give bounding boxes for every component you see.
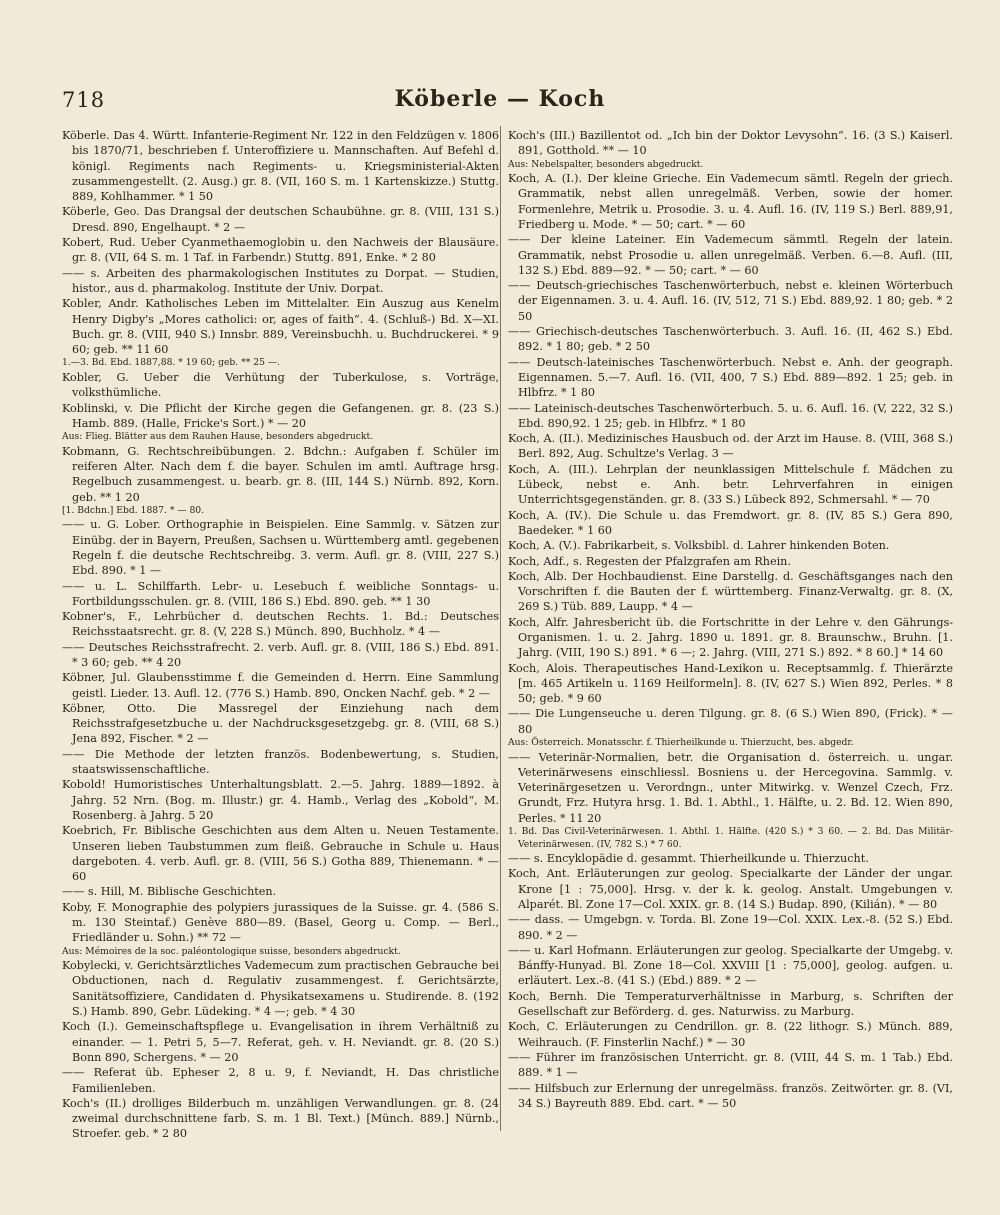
bibliography-entry: Koebrich, Fr. Biblische Geschichten aus dem Alten u. Neuen Testamente. Unseren lieben Taubstummen zum fleiß. Gebrauche in Schule u. Haus dargeboten. 4. verb. Aufl. gr. 8. (VIII, 56 S.) Gotha 889, Thienemann. * — 60	[62, 824, 499, 884]
bibliography-note: [1. Bdchn.] Ebd. 1887. * — 80.	[62, 504, 205, 516]
page-number: 718	[62, 88, 106, 112]
bibliography-entry: —— Referat üb. Epheser 2, 8 u. 9, f. Neviandt, H. Das christliche Familienleben.	[62, 1066, 499, 1095]
bibliography-entry: —— Deutsch-griechisches Taschenwörterbuch, nebst e. kleinen Wörterbuch der Eigennamen. 3. u. 4. Aufl. 16. (IV, 512, 71 S.) Ebd. 889,92. 1 80; geb. * 2 50	[508, 279, 953, 323]
bibliography-entry: —— dass. — Umgebgn. v. Torda. Bl. Zone 19—Col. XXIX. Lex.-8. (52 S.) Ebd. 890. * 2 —	[508, 913, 953, 942]
bibliography-note: Aus: Nebelspalter, besonders abgedruckt.	[508, 158, 704, 170]
bibliography-entry: —— Veterinär-Normalien, betr. die Organisation d. österreich. u. ungar. Veterinärwesens einschliessl. Bosniens u. der Hercegovina. Sammlg. v. Veterinärgesetzen u. Verordngn., unter Mitwirkg. v. Wenzel Czech, Frz. Grundt, Frz. Hutyra hrsg. 1. Bd. 1. Abthl., 1. Hälfte, u. 2. Bd. 12. Wien 890, Perles. * 11 20	[508, 750, 953, 825]
bibliography-entry: Koch, Bernh. Die Temperaturverhältnisse in Marburg, s. Schriften der Gesellschaft zur Beförderg. d. ges. Naturwiss. zu Marburg.	[508, 989, 953, 1019]
bibliography-entry: Koch, C. Erläuterungen zu Cendrillon. gr. 8. (22 lithogr. S.) Münch. 889, Weihrauch. (F. Finsterlin Nachf.) * — 30	[508, 1020, 953, 1049]
right-column	[508, 128, 953, 1111]
bibliography-note: Aus: Mémoires de la soc. paléontologique suisse, besonders abgedruckt.	[62, 945, 401, 957]
bibliography-entry: —— u. L. Schilffarth. Lebr- u. Lesebuch f. weibliche Sonntags- u. Fortbildungsschulen. gr. 8. (VIII, 186 S.) Ebd. 890. geb. ** 1 30	[62, 579, 499, 608]
bibliography-entry: Köbner, Otto. Die Massregel der Einziehung nach dem Reichsstrafgesetzbuche u. der Nachdrucksgesetzgebg. gr. 8. (VIII, 68 S.) Jena 892, Fischer. * 2 —	[62, 701, 499, 746]
bibliography-entry: Koch, A. (IV.). Die Schule u. das Fremdwort. gr. 8. (IV, 85 S.) Gera 890, Baedeker. * 1 60	[508, 508, 953, 537]
bibliography-note: Aus: Flieg. Blätter aus dem Rauhen Hause, besonders abgedruckt.	[62, 431, 374, 443]
bibliography-entry: Köberle, Geo. Das Drangsal der deutschen Schaubühne. gr. 8. (VIII, 131 S.) Dresd. 890, Engelhaupt. * 2 —	[62, 205, 499, 234]
bibliography-entry: —— Der kleine Lateiner. Ein Vademecum sämmtl. Regeln der latein. Grammatik, nebst Prosodie u. allen unregelmäß. Verben. 6.—8. Aufl. (III, 132 S.) Ebd. 889—92. * — 50; cart. * — 60	[508, 233, 953, 277]
running-head: Köberle — Koch	[394, 86, 606, 112]
bibliography-entry: —— Führer im französischen Unterricht. gr. 8. (VIII, 44 S. m. 1 Tab.) Ebd. 889. * 1 —	[508, 1050, 953, 1080]
bibliography-entry: Koch, Ant. Erläuterungen zur geolog. Specialkarte der Länder der ungar. Krone [1 : 75,000]. Hrsg. v. der k. k. geolog. Anstalt. Umgebungen v. Alparét. Bl. Zone 17—Col. XXIX. gr. 8. (14 S.) Budap. 890, (Kilián). * — 80	[508, 867, 953, 911]
bibliography-entry: —— Deutsches Reichsstrafrecht. 2. verb. Aufl. gr. 8. (VIII, 186 S.) Ebd. 891. * 3 60; geb. ** 4 20	[62, 640, 499, 669]
bibliography-note: 1.—3. Bd. Ebd. 1887,88. * 19 60; geb. ** 25 —.	[62, 357, 280, 369]
bibliography-entry: Koch (I.). Gemeinschaftspflege u. Evangelisation in ihrem Verhältniß zu einander. — 1. Petri 5, 5—7. Referat, geh. v. H. Neviandt. gr. 8. (20 S.) Bonn 890, Schergens. * — 20	[62, 1020, 499, 1064]
bibliography-entry: —— Hilfsbuch zur Erlernung der unregelmäss. französ. Zeitwörter. gr. 8. (VI, 34 S.) Bayreuth 889. Ebd. cart. * — 50	[508, 1081, 953, 1110]
bibliography-entry: —— Die Methode der letzten französ. Bodenbewertung, s. Studien, staatswissenschaftliche.	[62, 747, 499, 777]
bibliography-entry: Koch, A. (V.). Fabrikarbeit, s. Volksbibl. d. Lahrer hinkenden Boten.	[508, 539, 890, 553]
bibliography-entry: Koch, Alois. Therapeutisches Hand-Lexikon u. Receptsammlg. f. Thierärzte [m. 465 Artikeln u. 1169 Heilformeln]. 8. (IV, 627 S.) Wien 892, Perles. * 8 50; geb. * 9 60	[508, 661, 953, 706]
bibliography-entry: Kobold! Humoristisches Unterhaltungsblatt. 2.—5. Jahrg. 1889—1892. à Jahrg. 52 Nrn. (Bog. m. Illustr.) gr. 4. Hamb., Verlag des „Kobold“, M. Rosenberg. à Jahrg. 5 20	[62, 778, 499, 822]
bibliography-entry: Köberle. Das 4. Württ. Infanterie-Regiment Nr. 122 in den Feldzügen v. 1806 bis 1870/71, beschrieben f. Unteroffiziere u. Mannschaften. Auf Befehl d. königl. Regiments nach Regiments- u. Kriegsministerial-Akten zusammengestellt. (2. Ausg.) gr. 8. (VII, 160 S. m. 1 Kartenskizze.) Stuttg. 889, Kohlhammer. * 1 50	[62, 129, 499, 204]
bibliography-entry: —— u. G. Lober. Orthographie in Beispielen. Eine Sammlg. v. Sätzen zur Einübg. der in Bayern, Preußen, Sachsen u. Württemberg amtl. gegebenen Regeln f. die deutsche Rechtschreibg. 3. verm. Aufl. gr. 8. (VIII, 227 S.) Ebd. 890. * 1 —	[62, 518, 499, 578]
bibliography-entry: Kobler, Andr. Katholisches Leben im Mittelalter. Ein Auszug aus Kenelm Henry Digby's „Mores catholici: or, ages of faith“. 4. (Schluß-) Bd. X—XI. Buch. gr. 8. (VIII, 940 S.) Innsbr. 889, Vereinsbuchh. u. Buchdruckerei. * 9 60; geb. ** 11 60	[62, 297, 499, 357]
bibliography-entry: —— s. Arbeiten des pharmakologischen Institutes zu Dorpat. — Studien, histor., aus d. pharmakolog. Institute der Univ. Dorpat.	[62, 266, 499, 295]
bibliography-entry: Koch, A. (I.). Der kleine Grieche. Ein Vademecum sämtl. Regeln der griech. Grammatik, nebst allen unregelmäß. Verben, sowie der homer. Formenlehre, Metrik u. Prosodie. 3. u. 4. Aufl. 16. (IV, 119 S.) Berl. 889,91, Friedberg u. Mode. * — 50; cart. * — 60	[508, 172, 953, 231]
bibliography-entry: Koblinski, v. Die Pflicht der Kirche gegen die Gefangenen. gr. 8. (23 S.) Hamb. 889. (Halle, Fricke's Sort.) * — 20	[62, 401, 499, 430]
bibliography-entry: Koch, Alfr. Jahresbericht üb. die Fortschritte in der Lehre v. den Gährungs-Organismen. 1. u. 2. Jahrg. 1890 u. 1891. gr. 8. Braunschw., Bruhn. [1. Jahrg. (VIII, 190 S.) 891. * 6 —; 2. Jahrg. (VIII, 271 S.) 892. * 8 60.] * 14 60	[508, 615, 953, 660]
bibliography-entry: —— Lateinisch-deutsches Taschenwörterbuch. 5. u. 6. Aufl. 16. (V, 222, 32 S.) Ebd. 890,92. 1 25; geb. in Hlbfrz. * 1 80	[508, 401, 953, 430]
bibliography-entry: —— s. Hill, M. Biblische Geschichten.	[62, 885, 277, 899]
bibliography-entry: Koby, F. Monographie des polypiers jurassiques de la Suisse. gr. 4. (586 S. m. 130 Steintaf.) Genève 880—89. (Basel, Georg u. Comp. — Berl., Friedländer u. Sohn.) ** 72 —	[62, 900, 499, 945]
bibliography-entry: —— s. Encyklopädie d. gesammt. Thierheilkunde u. Thierzucht.	[508, 852, 869, 866]
bibliography-entry: Koch, A. (III.). Lehrplan der neunklassigen Mittelschule f. Mädchen zu Lübeck, nebst e. Anh. betr. Lehrverfahren in einigen Unterrichtsgegenständen. gr. 8. (33 S.) Lübeck 892, Schmersahl. * — 70	[508, 462, 953, 507]
bibliography-entry: Kobert, Rud. Ueber Cyanmethaemoglobin u. den Nachweis der Blausäure. gr. 8. (VII, 64 S. m. 1 Taf. in Farbendr.) Stuttg. 891, Enke. * 2 80	[62, 236, 499, 265]
bibliography-entry: Kobylecki, v. Gerichtsärztliches Vademecum zum practischen Gebrauche bei Obductionen, nach d. Regulativ zusammengest. f. Gerichtsärzte, Sanitätsoffiziere, Candidaten d. Physikatsexamens u. Studirende. 8. (192 S.) Hamb. 890, Gebr. Lüdeking. * 4 —; geb. * 4 30	[62, 959, 499, 1019]
bibliography-entry: —— Deutsch-lateinisches Taschenwörterbuch. Nebst e. Anh. der geograph. Eigennamen. 5.—7. Aufl. 16. (VII, 400, 7 S.) Ebd. 889—892. 1 25; geb. in Hlbfrz. * 1 80	[508, 355, 953, 400]
bibliography-entry: Koch, Adf., s. Regesten der Pfalzgrafen am Rhein.	[508, 554, 791, 568]
bibliography-entry: —— u. Karl Hofmann. Erläuterungen zur geolog. Specialkarte der Umgebg. v. Bánffy-Hunyad. Bl. Zone 18—Col. XXVIII [1 : 75,000], geolog. aufgen. u. erläutert. Lex.-8. (41 S.) (Ebd.) 889. * 2 —	[508, 943, 953, 988]
bibliography-entry: Kobler, G. Ueber die Verhütung der Tuberkulose, s. Vorträge, volksthümliche.	[62, 370, 499, 400]
bibliography-note: Aus: Österreich. Monatsschr. f. Thierheilkunde u. Thierzucht, bes. abgedr.	[508, 737, 854, 749]
bibliography-note: 1. Bd. Das Civil-Veterinärwesen. 1. Abthl. 1. Hälfte. (420 S.) * 3 60. — 2. Bd. Das Militär-Veterinärwesen. (IV, 782 S.) * 7 60.	[508, 826, 953, 850]
column-divider	[500, 126, 501, 1131]
bibliography-entry: —— Die Lungenseuche u. deren Tilgung. gr. 8. (6 S.) Wien 890, (Frick). * — 80	[508, 707, 953, 736]
left-column	[62, 128, 499, 1142]
bibliography-entry: Kobmann, G. Rechtschreibübungen. 2. Bdchn.: Aufgaben f. Schüler im reiferen Alter. Nach dem f. die bayer. Schulen im amtl. Auftrage hrsg. Regelbuch zusammengest. u. bearb. gr. 8. (III, 144 S.) Nürnb. 892, Korn. geb. ** 1 20	[62, 444, 499, 504]
bibliography-entry: Koch, Alb. Der Hochbaudienst. Eine Darstellg. d. Geschäftsganges nach den Vorschriften f. die Bauten der f. württemberg. Finanz-Verwaltg. gr. 8. (X, 269 S.) Tüb. 889, Laupp. * 4 —	[508, 569, 953, 614]
bibliography-entry: Koch, A. (II.). Medizinisches Hausbuch od. der Arzt im Hause. 8. (VIII, 368 S.) Berl. 892, Aug. Schultze's Verlag. 3 —	[508, 432, 953, 461]
bibliography-entry: Koch's (II.) drolliges Bilderbuch m. unzähligen Verwandlungen. gr. 8. (24 zweimal durchschnittene farb. S. m. 1 Bl. Text.) [Münch. 889.] Nürnb., Stroefer. geb. * 2 80	[62, 1096, 499, 1141]
bibliography-entry: Kobner's, F., Lehrbücher d. deutschen Rechts. 1. Bd.: Deutsches Reichsstaatsrecht. gr. 8. (V, 228 S.) Münch. 890, Buchholz. * 4 —	[62, 610, 499, 639]
bibliography-entry: Koch's (III.) Bazillentot od. „Ich bin der Doktor Levysohn“. 16. (3 S.) Kaiserl. 891, Gotthold. ** — 10	[508, 129, 953, 158]
bibliography-entry: Köbner, Jul. Glaubensstimme f. die Gemeinden d. Herrn. Eine Sammlung geistl. Lieder. 13. Aufl. 12. (776 S.) Hamb. 890, Oncken Nachf. geb. * 2 —	[62, 671, 499, 700]
bibliography-entry: —— Griechisch-deutsches Taschenwörterbuch. 3. Aufl. 16. (II, 462 S.) Ebd. 892. * 1 80; geb. * 2 50	[508, 325, 953, 354]
